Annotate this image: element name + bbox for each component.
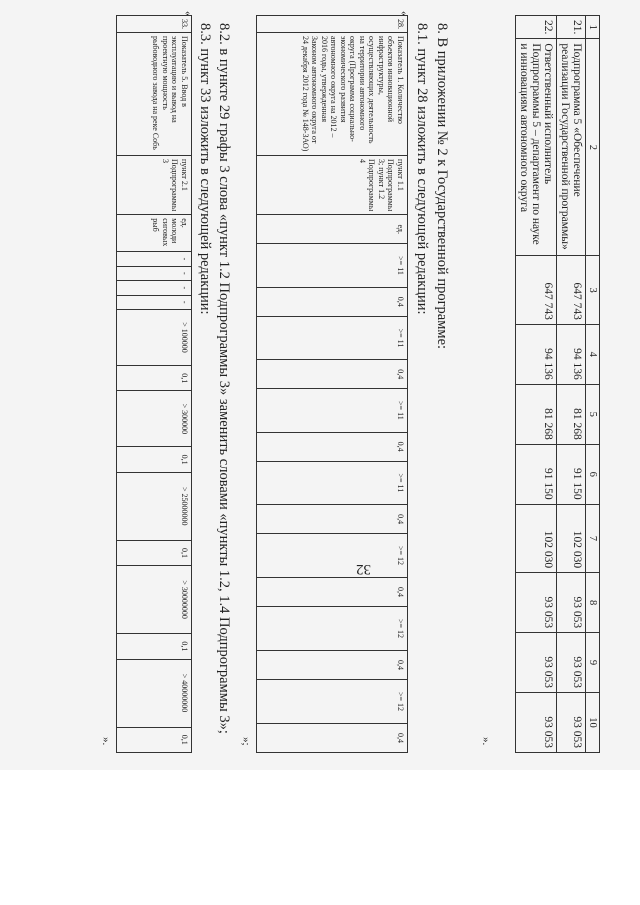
value-cell: >= 11: [257, 461, 408, 505]
value-cell: 93 053: [557, 693, 586, 753]
header-cell: 10: [586, 693, 600, 753]
table-header-row: [586, 16, 600, 753]
value-cell: 0,4: [257, 724, 408, 753]
closing-quote: ».: [480, 737, 492, 746]
value-cell: 94 136: [557, 324, 586, 384]
header-cell: 6: [586, 444, 600, 504]
row-number: 22.: [516, 16, 557, 39]
value-cell: > 40000000: [117, 659, 192, 727]
row28-table: [256, 15, 408, 753]
value-cell: 0,1: [117, 447, 192, 472]
header-cell: 9: [586, 633, 600, 693]
value-cell: 0,4: [257, 360, 408, 389]
header-cell: 2: [586, 39, 600, 256]
value-cell: -: [117, 295, 192, 309]
paragraph-8-2: 8.2. в пункте 29 графы 3 слова «пункт 1.2 Подпрограммы 3» заменить словами «пункты 1.2, 1.4 Подпрограммы 3»;: [216, 23, 232, 734]
value-cell: >= 11: [257, 244, 408, 288]
value-cell: 647 743: [557, 256, 586, 324]
value-cell: 0,4: [257, 578, 408, 607]
value-cell: 93 053: [516, 693, 557, 753]
table-row: [117, 16, 192, 753]
value-cell: 0,1: [117, 366, 192, 391]
value-cell: 0,1: [117, 634, 192, 659]
header-cell: 3: [586, 256, 600, 324]
unit-cell: ед.: [257, 215, 408, 244]
header-cell: 4: [586, 324, 600, 384]
value-cell: 93 053: [557, 633, 586, 693]
row33-table: [116, 15, 192, 753]
value-cell: >= 11: [257, 389, 408, 433]
header-cell: 5: [586, 384, 600, 444]
value-cell: 0,1: [117, 540, 192, 565]
closing-quote: ».: [100, 737, 112, 746]
row-number: 28.: [257, 16, 408, 33]
value-cell: -: [117, 266, 192, 280]
value-cell: 0,4: [257, 287, 408, 316]
table-row: [557, 16, 586, 753]
value-cell: 0,4: [257, 432, 408, 461]
value-cell: > 30000000: [117, 566, 192, 634]
link-cell: пункт 2.1 Подпрограммы 3: [117, 156, 192, 215]
value-cell: 102 030: [516, 504, 557, 572]
page-number: 32: [356, 561, 371, 577]
table-row: [516, 16, 557, 753]
value-cell: >= 11: [257, 316, 408, 360]
row-number: 33.: [117, 16, 192, 33]
value-cell: 647 743: [516, 256, 557, 324]
value-cell: > 100000: [117, 309, 192, 365]
value-cell: > 25000000: [117, 472, 192, 540]
paragraph-8: 8. В приложении № 2 к Государственной программе:: [434, 23, 450, 350]
value-cell: 93 053: [557, 573, 586, 633]
value-cell: 102 030: [557, 504, 586, 572]
paragraph-8-3: 8.3. пункт 33 изложить в следующей редакции:: [197, 23, 213, 315]
indicator-cell: Показатель 5. Ввод в эксплуатацию и вывод на проектную мощность рыбоводного завода на реке Собь: [117, 33, 192, 156]
value-cell: 94 136: [516, 324, 557, 384]
value-cell: 0,4: [257, 651, 408, 680]
value-cell: 93 053: [516, 573, 557, 633]
value-cell: 81 268: [516, 384, 557, 444]
rotated-content: [100, 11, 600, 755]
header-cell: 1: [586, 16, 600, 39]
opening-quote: «: [182, 11, 194, 17]
value-cell: 0,1: [117, 727, 192, 752]
value-cell: 0,4: [257, 505, 408, 534]
paragraph-8-1: 8.1. пункт 28 изложить в следующей редакции:: [414, 23, 430, 315]
header-cell: 7: [586, 504, 600, 572]
value-cell: >= 12: [257, 533, 408, 577]
table-row: [257, 16, 408, 753]
closing-quote: »;: [240, 737, 252, 746]
header-cell: 8: [586, 573, 600, 633]
value-cell: >= 12: [257, 679, 408, 723]
value-cell: -: [117, 281, 192, 295]
link-cell: пункт 1.1 Подпрограммы 3; пункт 1.2 Подпрограммы 4: [257, 156, 408, 215]
value-cell: >= 12: [257, 606, 408, 650]
value-cell: 93 053: [516, 633, 557, 693]
row-name: Подпрограмма 5 «Обеспечение реализации Государственной программы»: [557, 39, 586, 256]
value-cell: -: [117, 252, 192, 266]
value-cell: > 300000: [117, 391, 192, 447]
opening-quote: «: [398, 11, 410, 17]
row-number: 21.: [557, 16, 586, 39]
value-cell: 91 150: [557, 444, 586, 504]
row-name: Ответственный исполнитель Подпрограммы 5 – департамент по науке и инновациям автономного округа: [516, 39, 557, 256]
program-funding-table: [515, 15, 600, 753]
value-cell: 91 150: [516, 444, 557, 504]
unit-cell: ед. молоди сиговых рыб: [117, 215, 192, 252]
indicator-cell: Показатель 1. Количество объектов инновационной инфраструктуры, осуществляющих деятельность на территории автономного округа (Программа социально-экономического развития автономного округа на 2012 – 2016 годы, утвержденная Законом автономного округа от 24 декабря 2012 года № 148-ЗАО): [257, 33, 408, 156]
value-cell: 81 268: [557, 384, 586, 444]
